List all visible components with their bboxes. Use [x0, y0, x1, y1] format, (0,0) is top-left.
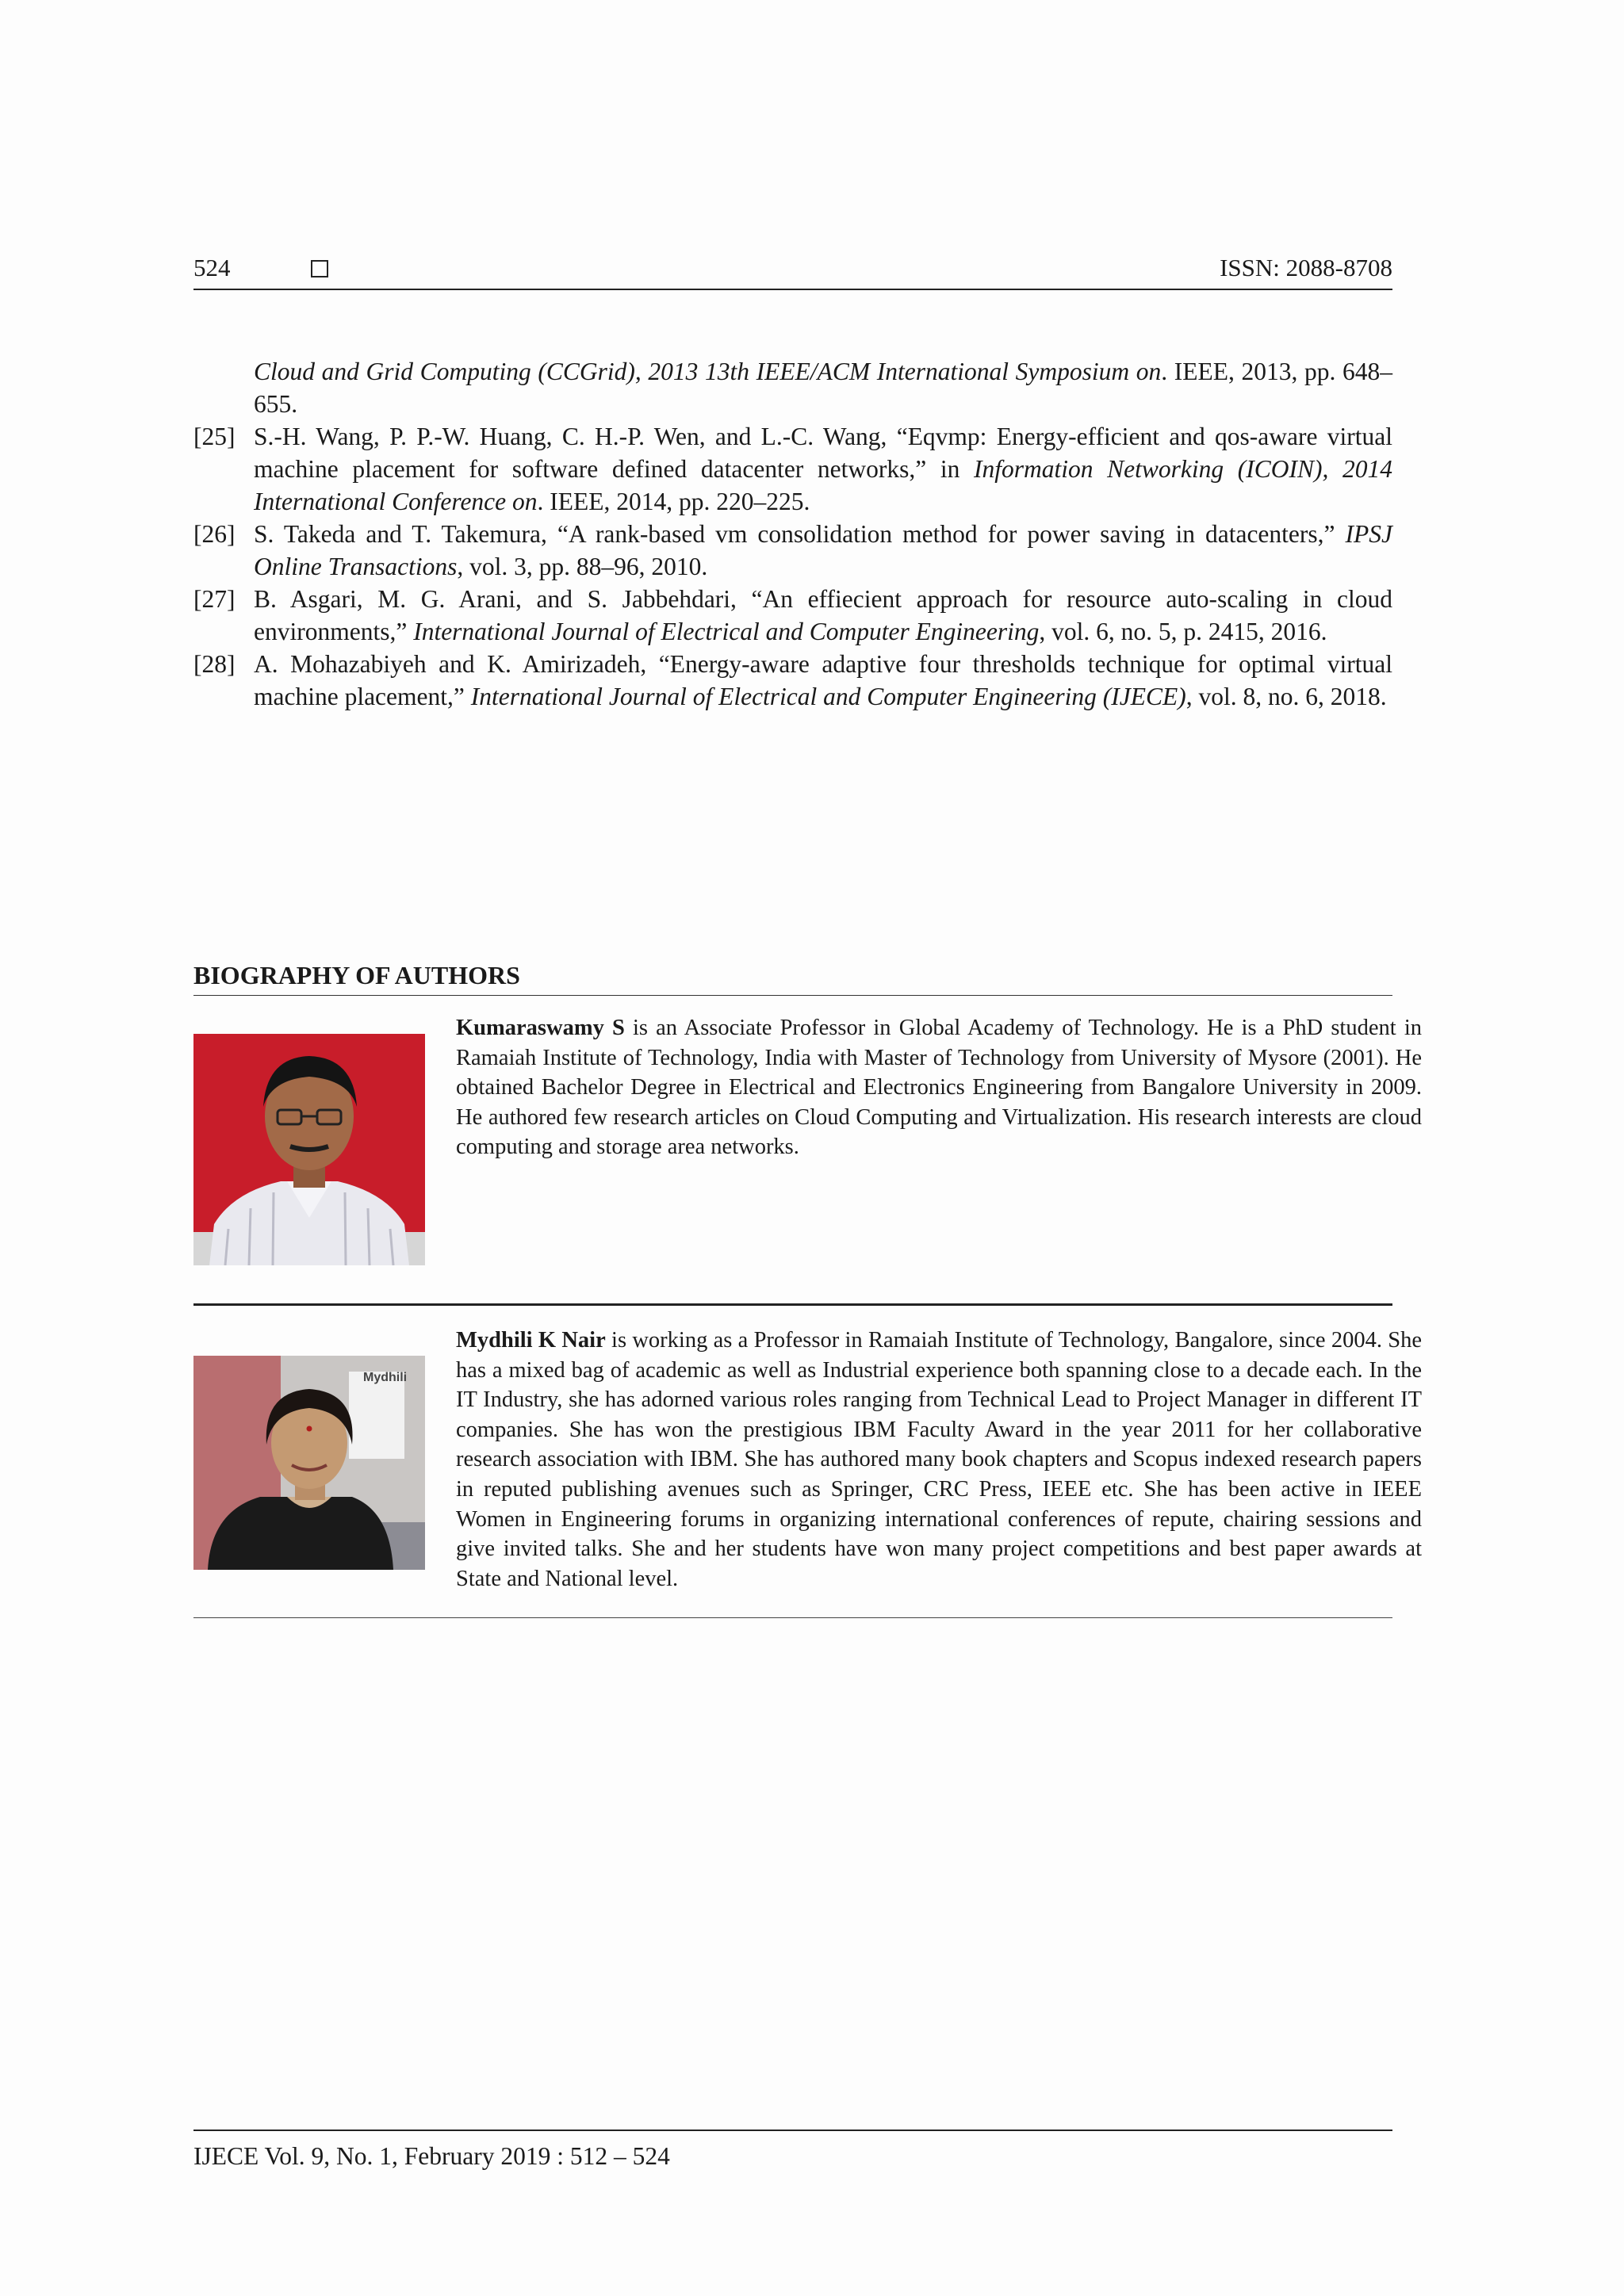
- ref-number: [28]: [193, 650, 236, 678]
- author-name: Mydhili K Nair: [456, 1328, 606, 1353]
- issn: ISSN: 2088-8708: [1220, 254, 1392, 281]
- reference-25: [193, 420, 1392, 518]
- ref-authors-title: A. Mohazabiyeh and K. Amirizadeh, “Energy-aware adaptive four thresholds technique for optimal virtual machine placement,”: [254, 650, 1392, 710]
- page-number: 524: [193, 254, 231, 281]
- page-footer: [193, 2130, 1392, 2171]
- venue: Cloud and Grid Computing (CCGrid), 2013 13th IEEE/ACM International Symposium on: [254, 358, 1162, 385]
- ref-details: , vol. 8, no. 6, 2018.: [1185, 683, 1387, 710]
- venue: International Journal of Electrical and Computer Engineering (IJECE): [470, 683, 1186, 710]
- author-name: Kumaraswamy S: [456, 1016, 625, 1040]
- ref-authors-title: B. Asgari, M. G. Arani, and S. Jabbehdari, “An effiecient approach for resource auto-scaling in cloud environments,”: [254, 585, 1392, 645]
- venue: International Journal of Electrical and Computer Engineering: [413, 618, 1040, 645]
- ref-authors-title: S.-H. Wang, P. P.-W. Huang, C. H.-P. Wen, and L.-C. Wang, “Eqvmp: Energy-efficient and qos-aware virtual machine placement for software defined datacenter networks,” in: [254, 423, 1392, 483]
- page-header: [193, 251, 1392, 290]
- ref-authors-title: S. Takeda and T. Takemura, “A rank-based vm consolidation method for power saving in datacenters,”: [254, 520, 1346, 548]
- reference-continuation: [193, 355, 1392, 420]
- author-photo: [193, 1034, 425, 1265]
- author-photo: [193, 1356, 425, 1570]
- square-icon: [311, 260, 328, 277]
- ref-details: , vol. 6, no. 5, p. 2415, 2016.: [1039, 618, 1327, 645]
- venue: IPSJ Online Transactions: [254, 520, 1392, 580]
- author-bio-2: [193, 1326, 1423, 1611]
- journal-citation: IJECE Vol. 9, No. 1, February 2019 : 512 – 524: [193, 2142, 670, 2170]
- ref-details: . IEEE, 2014, pp. 220–225.: [537, 488, 810, 515]
- author-bio-text: [456, 1326, 1422, 1594]
- photo-caption: Mydhili: [363, 1371, 408, 1384]
- ref-number: [27]: [193, 585, 236, 613]
- author-description: is working as a Professor in Ramaiah Institute of Technology, Bangalore, since 2004. She has a mixed bag of academic as well as Industrial experience both spanning close to a decade each. In the IT Industry, she has adorned various roles ranging from Technical Lead to Project Manager in different IT companies. She has won the prestigious IBM Faculty Award in the year 2011 for her collaborative research association with IBM. She has authored many book chapters and Scopus indexed research papers in reputed publishing avenues such as Springer, CRC Press, IEEE etc. She has been active in IEEE Women in Engineering forums in organizing international conferences of repute, chairing sessions and give invited talks. She and her students have won many project competitions and best paper awards at State and National level.: [456, 1328, 1422, 1591]
- ref-details: , vol. 3, pp. 88–96, 2010.: [457, 553, 708, 580]
- venue: Information Networking (ICOIN), 2014 International Conference on: [254, 455, 1392, 515]
- reference-26: [193, 518, 1392, 583]
- reference-28: [193, 648, 1392, 713]
- author-bio-text: [456, 1013, 1422, 1162]
- divider: [193, 1617, 1392, 1618]
- biography-heading: BIOGRAPHY OF AUTHORS: [193, 961, 1392, 996]
- author-description: is an Associate Professor in Global Academy of Technology. He is a PhD student in Ramaiah Institute of Technology, India with Master of Technology from University of Mysore (2001). He obtained Bachelor Degree in Electrical and Electronics Engineering from Bangalore University in 2009. He authored few research articles on Cloud Computing and Virtualization. His research interests are cloud computing and storage area networks.: [456, 1016, 1422, 1160]
- ref-number: [26]: [193, 520, 236, 548]
- ref-details: . IEEE, 2013, pp. 648–655.: [254, 358, 1392, 418]
- author-bio-1: [193, 1013, 1423, 1267]
- ref-number: [25]: [193, 423, 236, 450]
- reference-27: [193, 583, 1392, 648]
- references-list: [193, 355, 1392, 713]
- divider: [193, 1303, 1392, 1306]
